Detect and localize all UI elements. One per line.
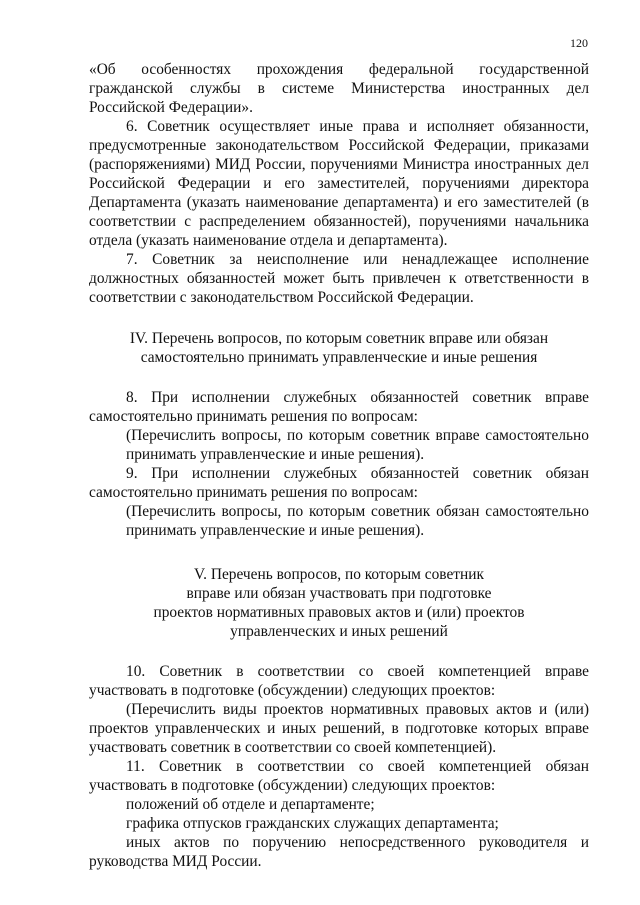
paragraph-8: 8. При исполнении служебных обязанностей советник вправе самостоятельно принимать решения по вопросам: (89, 389, 589, 425)
paragraph-intro: «Об особенностях прохождения федеральной государственной гражданской службы в системе Министерства иностранных дел Российской Федерации». (89, 61, 589, 116)
section-heading-line: проектов нормативных правовых актов и (или) проектов (153, 604, 525, 621)
section-heading-line: IV. Перечень вопросов, по которым советник вправе или обязан (129, 330, 549, 347)
document-body (89, 60, 589, 871)
paragraph-9: 9. При исполнении служебных обязанностей советник обязан самостоятельно принимать решения по вопросам: (89, 465, 589, 501)
section-heading-line: вправе или обязан участвовать при подготовке (186, 585, 492, 602)
page-number: 120 (570, 36, 588, 50)
paragraph-11-item: положений об отделе и департаменте; (126, 796, 375, 813)
section-heading-line: самостоятельно принимать управленческие и иные решения (140, 349, 538, 366)
section-heading-line: управленческих и иных решений (230, 623, 448, 640)
paragraph-10: 10. Советник в соответствии со своей компетенцией вправе участвовать в подготовке (обсуждении) следующих проектов: (89, 663, 589, 699)
section-4-body (89, 388, 589, 540)
section-5-heading (89, 565, 589, 641)
paragraph-11-item: иных актов по поручению непосредственного руководителя и руководства МИД России. (89, 834, 589, 870)
section-heading-line: V. Перечень вопросов, по которым советник (194, 566, 484, 583)
paragraph-9-note: (Перечислить вопросы, по которым советник обязан самостоятельно принимать управленческие и иные решения). (126, 503, 589, 539)
paragraph-10-note: (Перечислить виды проектов нормативных правовых актов и (или) проектов управленческих и иных решений, в подготовке которых вправе участвовать советник в соответствии со своей компетенцией). (89, 701, 589, 756)
section-4-heading (89, 329, 589, 367)
paragraph-8-note: (Перечислить вопросы, по которым советник вправе самостоятельно принимать управленческие и иные решения). (126, 427, 589, 463)
section-5-body (89, 662, 589, 871)
paragraph-6: 6. Советник осуществляет иные права и исполняет обязанности, предусмотренные законодательством Российской Федерации, приказами (распоряжениями) МИД России, поручениями Министра иностранных дел Российской Федерации и его заместителей, поручениями директора Департамента (указать наименование департамента) и его заместителей (в соответствии с распределением обязанностей), поручениями начальника отдела (указать наименование отдела и департамента). (89, 118, 589, 249)
paragraph-7: 7. Советник за неисполнение или ненадлежащее исполнение должностных обязанностей может быть привлечен к ответственности в соответствии с законодательством Российской Федерации. (89, 251, 589, 306)
paragraph-11: 11. Советник в соответствии со своей компетенцией обязан участвовать в подготовке (обсуждении) следующих проектов: (89, 758, 589, 794)
paragraph-11-item: графика отпусков гражданских служащих департамента; (126, 815, 499, 832)
